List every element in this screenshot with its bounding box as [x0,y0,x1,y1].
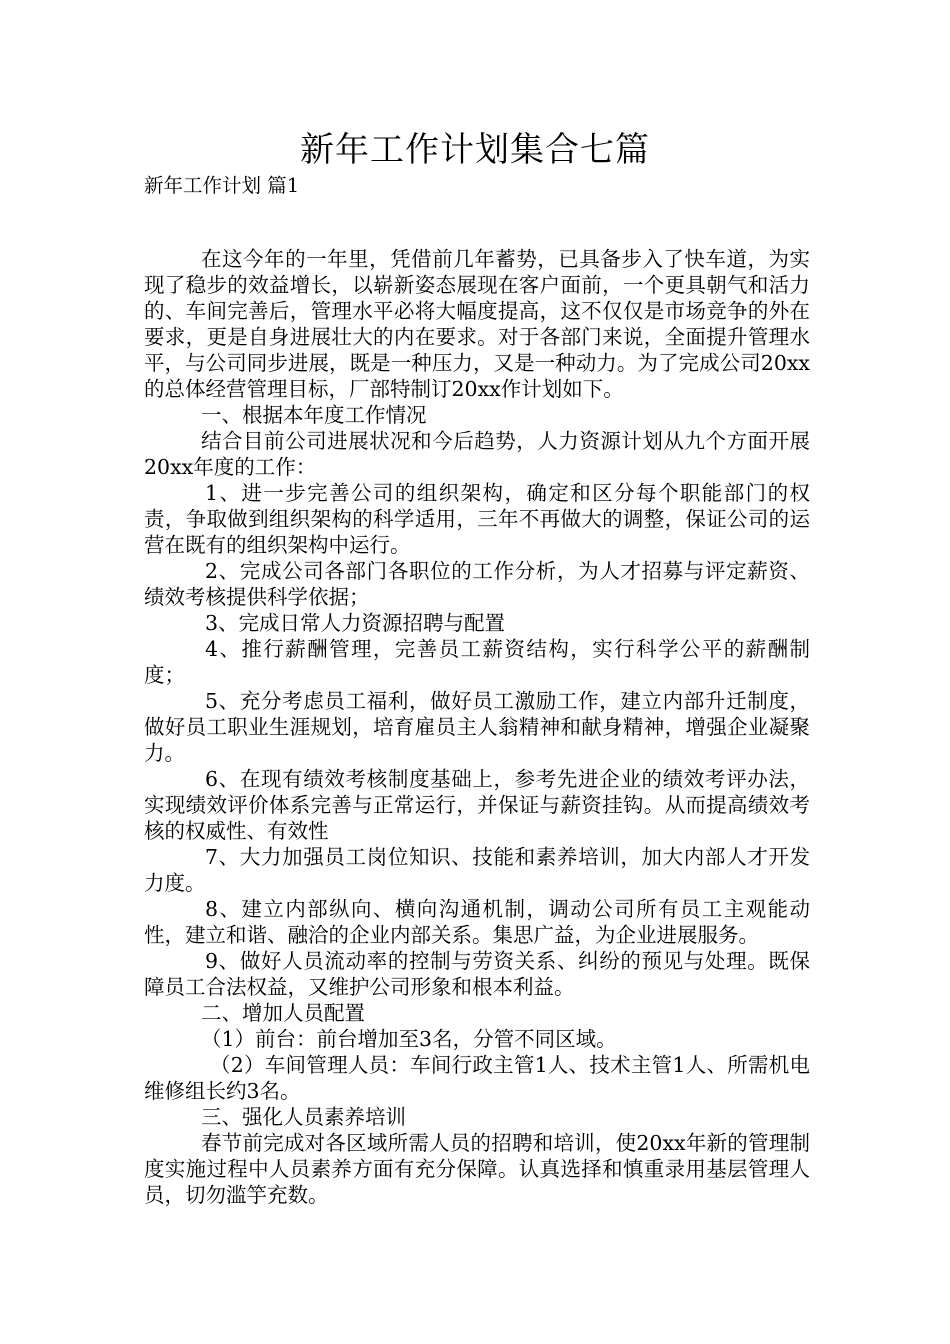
list-item: 2、完成公司各部门各职位的工作分析，为人才招募与评定薪资、绩效考核提供科学依据； [144,559,810,609]
document-title: 新年工作计划集合七篇 [300,130,650,170]
document-body [144,246,810,1208]
list-item: 7、大力加强员工岗位知识、技能和素养培训，加大内部人才开发力度。 [144,845,810,895]
list-item: 6、在现有绩效考核制度基础上，参考先进企业的绩效考评办法，实现绩效评价体系完善与正常运行，并保证与薪资挂钩。从而提高绩效考核的权威性、有效性 [144,767,810,843]
section-heading: 二、增加人员配置 [201,1001,365,1025]
list-item: （1）前台：前台增加至3名，分管不同区域。 [201,1027,617,1051]
list-item: 9、做好人员流动率的控制与劳资关系、纠纷的预见与处理。既保障员工合法权益，又维护公司形象和根本利益。 [144,949,810,999]
section-heading: 新年工作计划 篇1 [144,174,300,197]
list-item: （2）车间管理人员：车间行政主管1人、技术主管1人、所需机电维修组长约3名。 [144,1053,810,1103]
list-item: 1、进一步完善公司的组织架构，确定和区分每个职能部门的权责，争取做到组织架构的科学适用，三年不再做大的调整，保证公司的运营在既有的组织架构中运行。 [144,481,810,557]
paragraph: 结合目前公司进展状况和今后趋势，人力资源计划从九个方面开展20xx年度的工作： [144,429,810,479]
paragraph: 在这今年的一年里，凭借前几年蓄势，已具备步入了快车道，为实现了稳步的效益增长，以崭新姿态展现在客户面前，一个更具朝气和活力的、车间完善后，管理水平必将大幅度提高，这不仅仅是市场竞争的外在要求，更是自身进展壮大的内在要求。对于各部门来说，全面提升管理水平，与公司同步进展，既是一种压力，又是一种动力。为了完成公司20xx的总体经营管理目标，厂部特制订20xx作计划如下。 [144,247,810,401]
list-item: 3、完成日常人力资源招聘与配置 [205,611,506,635]
list-item: 8、建立内部纵向、横向沟通机制，调动公司所有员工主观能动性，建立和谐、融洽的企业内部关系。集思广益，为企业进展服务。 [144,897,810,947]
list-item: 5、充分考虑员工福利，做好员工激励工作，建立内部升迁制度，做好员工职业生涯规划，培育雇员主人翁精神和献身精神，增强企业凝聚力。 [144,689,810,765]
list-item: 4、推行薪酬管理，完善员工薪资结构，实行科学公平的薪酬制度； [144,637,810,687]
paragraph: 春节前完成对各区域所需人员的招聘和培训，使20xx年新的管理制度实施过程中人员素养方面有充分保障。认真选择和慎重录用基层管理人员，切勿滥竽充数。 [144,1131,810,1207]
section-heading: 一、根据本年度工作情况 [201,403,427,427]
section-heading: 三、强化人员素养培训 [201,1105,406,1129]
